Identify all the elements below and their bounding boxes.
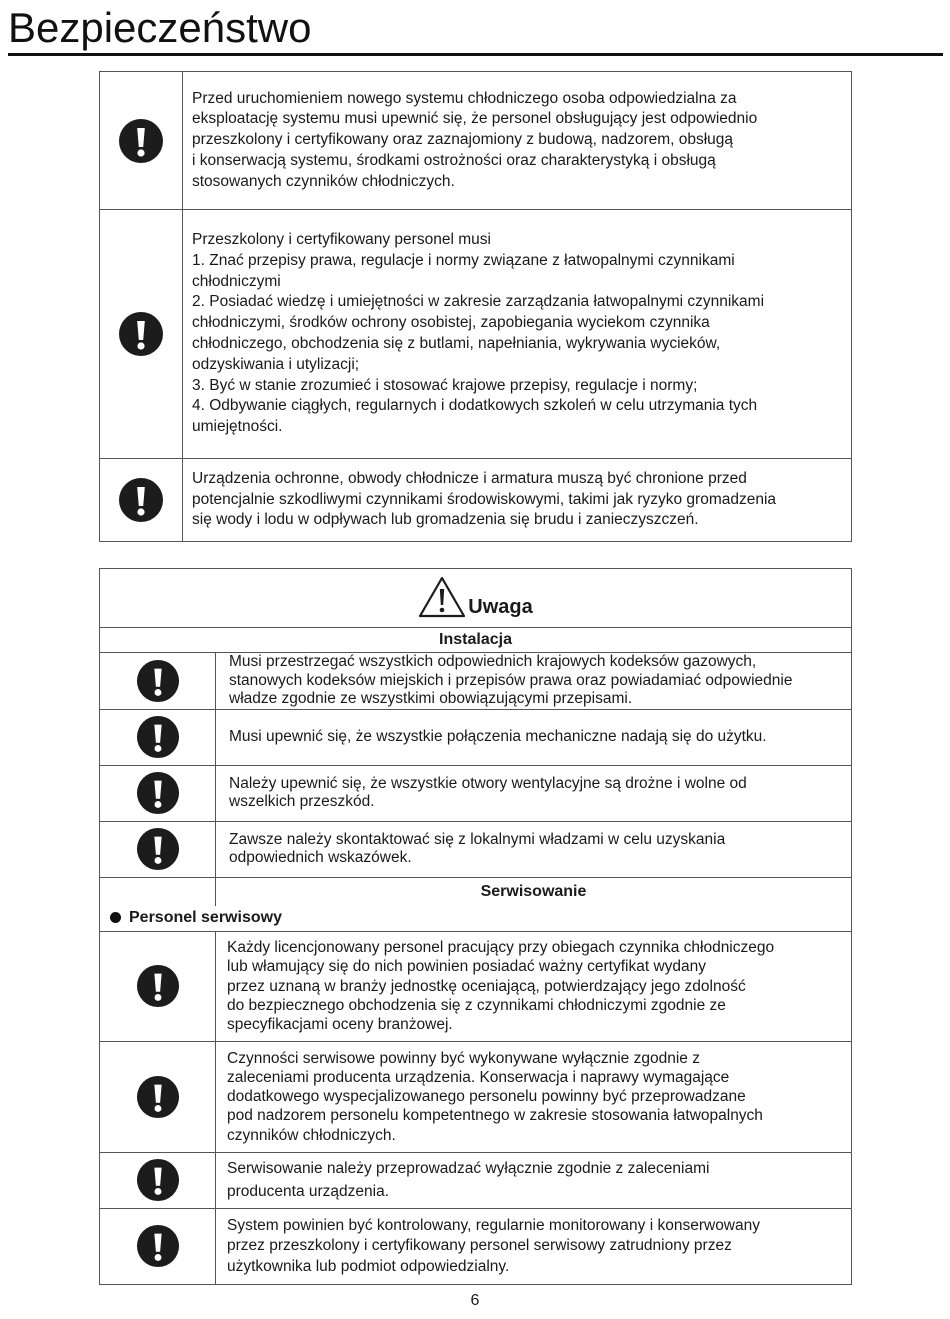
- safety-text: [183, 459, 852, 542]
- servicing-heading: Serwisowanie: [216, 877, 852, 906]
- servicing-text: [216, 931, 852, 1041]
- text-line: użytkownika lub podmiot odpowiedzialny.: [227, 1257, 510, 1275]
- bullet-label: Personel serwisowy: [129, 909, 282, 927]
- icon-cell: [100, 459, 183, 542]
- installation-text: [216, 765, 852, 821]
- text-line: władze zgodnie ze wszystkimi obowiązującymi przepisami.: [229, 690, 633, 708]
- text-line: Zawsze należy skontaktować się z lokalnymi władzami w celu uzyskania: [229, 830, 726, 848]
- exclamation-circle-icon: [118, 118, 164, 164]
- exclamation-circle-icon: [136, 1075, 180, 1119]
- text-line: przeszkolony i certyfikowany oraz zaznajomiony z budową, nadzorem, obsługą: [192, 131, 734, 149]
- installation-text: [216, 821, 852, 877]
- text-line: Każdy licencjonowany personel pracujący przy obiegach czynnika chłodniczego: [227, 939, 775, 957]
- personnel-bullet: [100, 906, 852, 932]
- text-line: Musi upewnić się, że wszystkie połączenia mechaniczne nadają się do użytku.: [229, 727, 767, 745]
- exclamation-circle-icon: [136, 827, 180, 871]
- servicing-row: [100, 1208, 852, 1284]
- exclamation-circle-icon: [136, 1158, 180, 1202]
- icon-cell: [100, 931, 216, 1041]
- servicing-row: [100, 1152, 852, 1208]
- safety-table: [99, 71, 852, 542]
- safety-text: [183, 72, 852, 210]
- icon-cell: [100, 1041, 216, 1152]
- text-line: wszelkich przeszkód.: [229, 793, 375, 811]
- text-line: 1. Znać przepisy prawa, regulacje i normy związane z łatwopalnymi czynnikami: [192, 251, 735, 269]
- text-line: umiejętności.: [192, 418, 283, 436]
- installation-text: [216, 709, 852, 765]
- servicing-heading-spacer: [100, 877, 216, 906]
- exclamation-circle-icon: [136, 715, 180, 759]
- installation-text: [216, 653, 852, 710]
- text-line: Czynności serwisowe powinny być wykonywane wyłącznie zgodnie z: [227, 1049, 700, 1067]
- exclamation-circle-icon: [136, 964, 180, 1008]
- installation-row: [100, 709, 852, 765]
- installation-row: [100, 653, 852, 710]
- text-line: stanowych kodeksów miejskich i przepisów prawa oraz powiadamiać odpowiednie: [229, 671, 793, 689]
- text-line: Urządzenia ochronne, obwody chłodnicze i armatura muszą być chronione przed: [192, 469, 747, 487]
- text-line: producenta urządzenia.: [227, 1183, 390, 1201]
- text-line: chłodniczego, obchodzenia się z butlami, napełniania, wykrywania wycieków,: [192, 335, 721, 352]
- text-line: eksploatację systemu musi upewnić się, że personel obsługujący jest odpowiednio: [192, 110, 758, 128]
- text-line: Przed uruchomieniem nowego systemu chłodniczego osoba odpowiedzialna za: [192, 89, 737, 107]
- page-number: 6: [470, 1292, 480, 1309]
- text-line: do bezpiecznego obchodzenia się z czynnikami chłodniczymi zgodnie ze: [227, 996, 726, 1014]
- servicing-heading-row: [100, 877, 852, 906]
- safety-row: [100, 459, 852, 542]
- installation-row: [100, 765, 852, 821]
- text-line: się wody i lodu w odpływach lub gromadzenia się brudu i zanieczyszczeń.: [192, 511, 699, 529]
- warning-heading: [418, 576, 532, 618]
- icon-cell: [100, 1208, 216, 1284]
- text-line: odzyskiwania i utylizacji;: [192, 355, 360, 373]
- text-line: System powinien być kontrolowany, regularnie monitorowany i konserwowany: [227, 1216, 760, 1234]
- text-line: lub włamujący się do nich powinien posiadać ważny certyfikat wydany: [227, 958, 707, 976]
- exclamation-circle-icon: [136, 1224, 180, 1268]
- title-divider: [8, 53, 943, 56]
- text-line: potencjalnie szkodliwymi czynnikami środowiskowymi, takimi jak ryzyko gromadzenia: [192, 490, 777, 508]
- text-line: 2. Posiadać wiedzę i umiejętności w zakresie zarządzania łatwopalnymi czynnikami: [192, 293, 765, 311]
- exclamation-circle-icon: [136, 771, 180, 815]
- text-line: stosowanych czynników chłodniczych.: [192, 172, 455, 190]
- text-line: Musi przestrzegać wszystkich odpowiednich krajowych kodeksów gazowych,: [229, 653, 757, 670]
- warning-label: Uwaga: [468, 596, 533, 618]
- warning-table: [99, 568, 852, 1285]
- text-line: Należy upewnić się, że wszystkie otwory wentylacyjne są drożne i wolne od: [229, 774, 747, 792]
- text-line: zaleceniami producenta urządzenia. Konserwacja i naprawy wymagające: [227, 1068, 730, 1086]
- text-line: odpowiednich wskazówek.: [229, 849, 412, 867]
- icon-cell: [100, 210, 183, 459]
- text-line: czynników chłodniczych.: [227, 1126, 396, 1144]
- text-line: pod nadzorem personelu kompetentnego w zakresie stosowania łatwopalnych: [227, 1107, 763, 1125]
- icon-cell: [100, 72, 183, 210]
- servicing-row: [100, 931, 852, 1041]
- servicing-row: [100, 1041, 852, 1152]
- icon-cell: [100, 1152, 216, 1208]
- text-line: i konserwacją systemu, środkami ostrożności oraz charakterystyką i obsługą: [192, 151, 716, 169]
- icon-cell: [100, 709, 216, 765]
- warning-triangle-icon: [418, 576, 466, 618]
- icon-cell: [100, 653, 216, 710]
- exclamation-circle-icon: [136, 659, 180, 703]
- text-line: przez przeszkolony i certyfikowany personel serwisowy zatrudniony przez: [227, 1237, 732, 1255]
- icon-cell: [100, 765, 216, 821]
- installation-heading: Instalacja: [100, 628, 852, 653]
- text-line: chłodniczymi, środków ochrony osobistej, zapobiegania wyciekom czynnika: [192, 314, 710, 332]
- text-line: dodatkowego wyspecjalizowanego personelu powinny być przeprowadzane: [227, 1088, 746, 1106]
- icon-cell: [100, 821, 216, 877]
- text-line: Serwisowanie należy przeprowadzać wyłącznie zgodnie z zaleceniami: [227, 1160, 710, 1178]
- exclamation-circle-icon: [118, 311, 164, 357]
- servicing-bullet-row: [100, 906, 852, 932]
- text-line: przez uznaną w branży jednostkę oceniającą, potwierdzający jego zdolność: [227, 977, 746, 995]
- text-line: Przeszkolony i certyfikowany personel musi: [192, 231, 491, 249]
- servicing-text: [216, 1152, 852, 1208]
- text-line: 3. Być w stanie zrozumieć i stosować krajowe przepisy, regulacje i normy;: [192, 376, 698, 394]
- page-title: Bezpieczeństwo: [8, 4, 312, 51]
- installation-row: [100, 821, 852, 877]
- bullet-icon: [110, 912, 121, 923]
- text-line: specyfikacjami oceny branżowej.: [227, 1016, 453, 1034]
- servicing-text: [216, 1041, 852, 1152]
- warning-header: [100, 569, 852, 628]
- warning-header-row: [100, 569, 852, 628]
- safety-row: [100, 210, 852, 459]
- text-line: 4. Odbywanie ciągłych, regularnych i dodatkowych szkoleń w celu utrzymania tych: [192, 397, 758, 415]
- installation-heading-row: [100, 628, 852, 653]
- servicing-text: [216, 1208, 852, 1284]
- safety-row: [100, 72, 852, 210]
- text-line: chłodniczymi: [192, 272, 281, 290]
- exclamation-circle-icon: [118, 477, 164, 523]
- safety-text: [183, 210, 852, 459]
